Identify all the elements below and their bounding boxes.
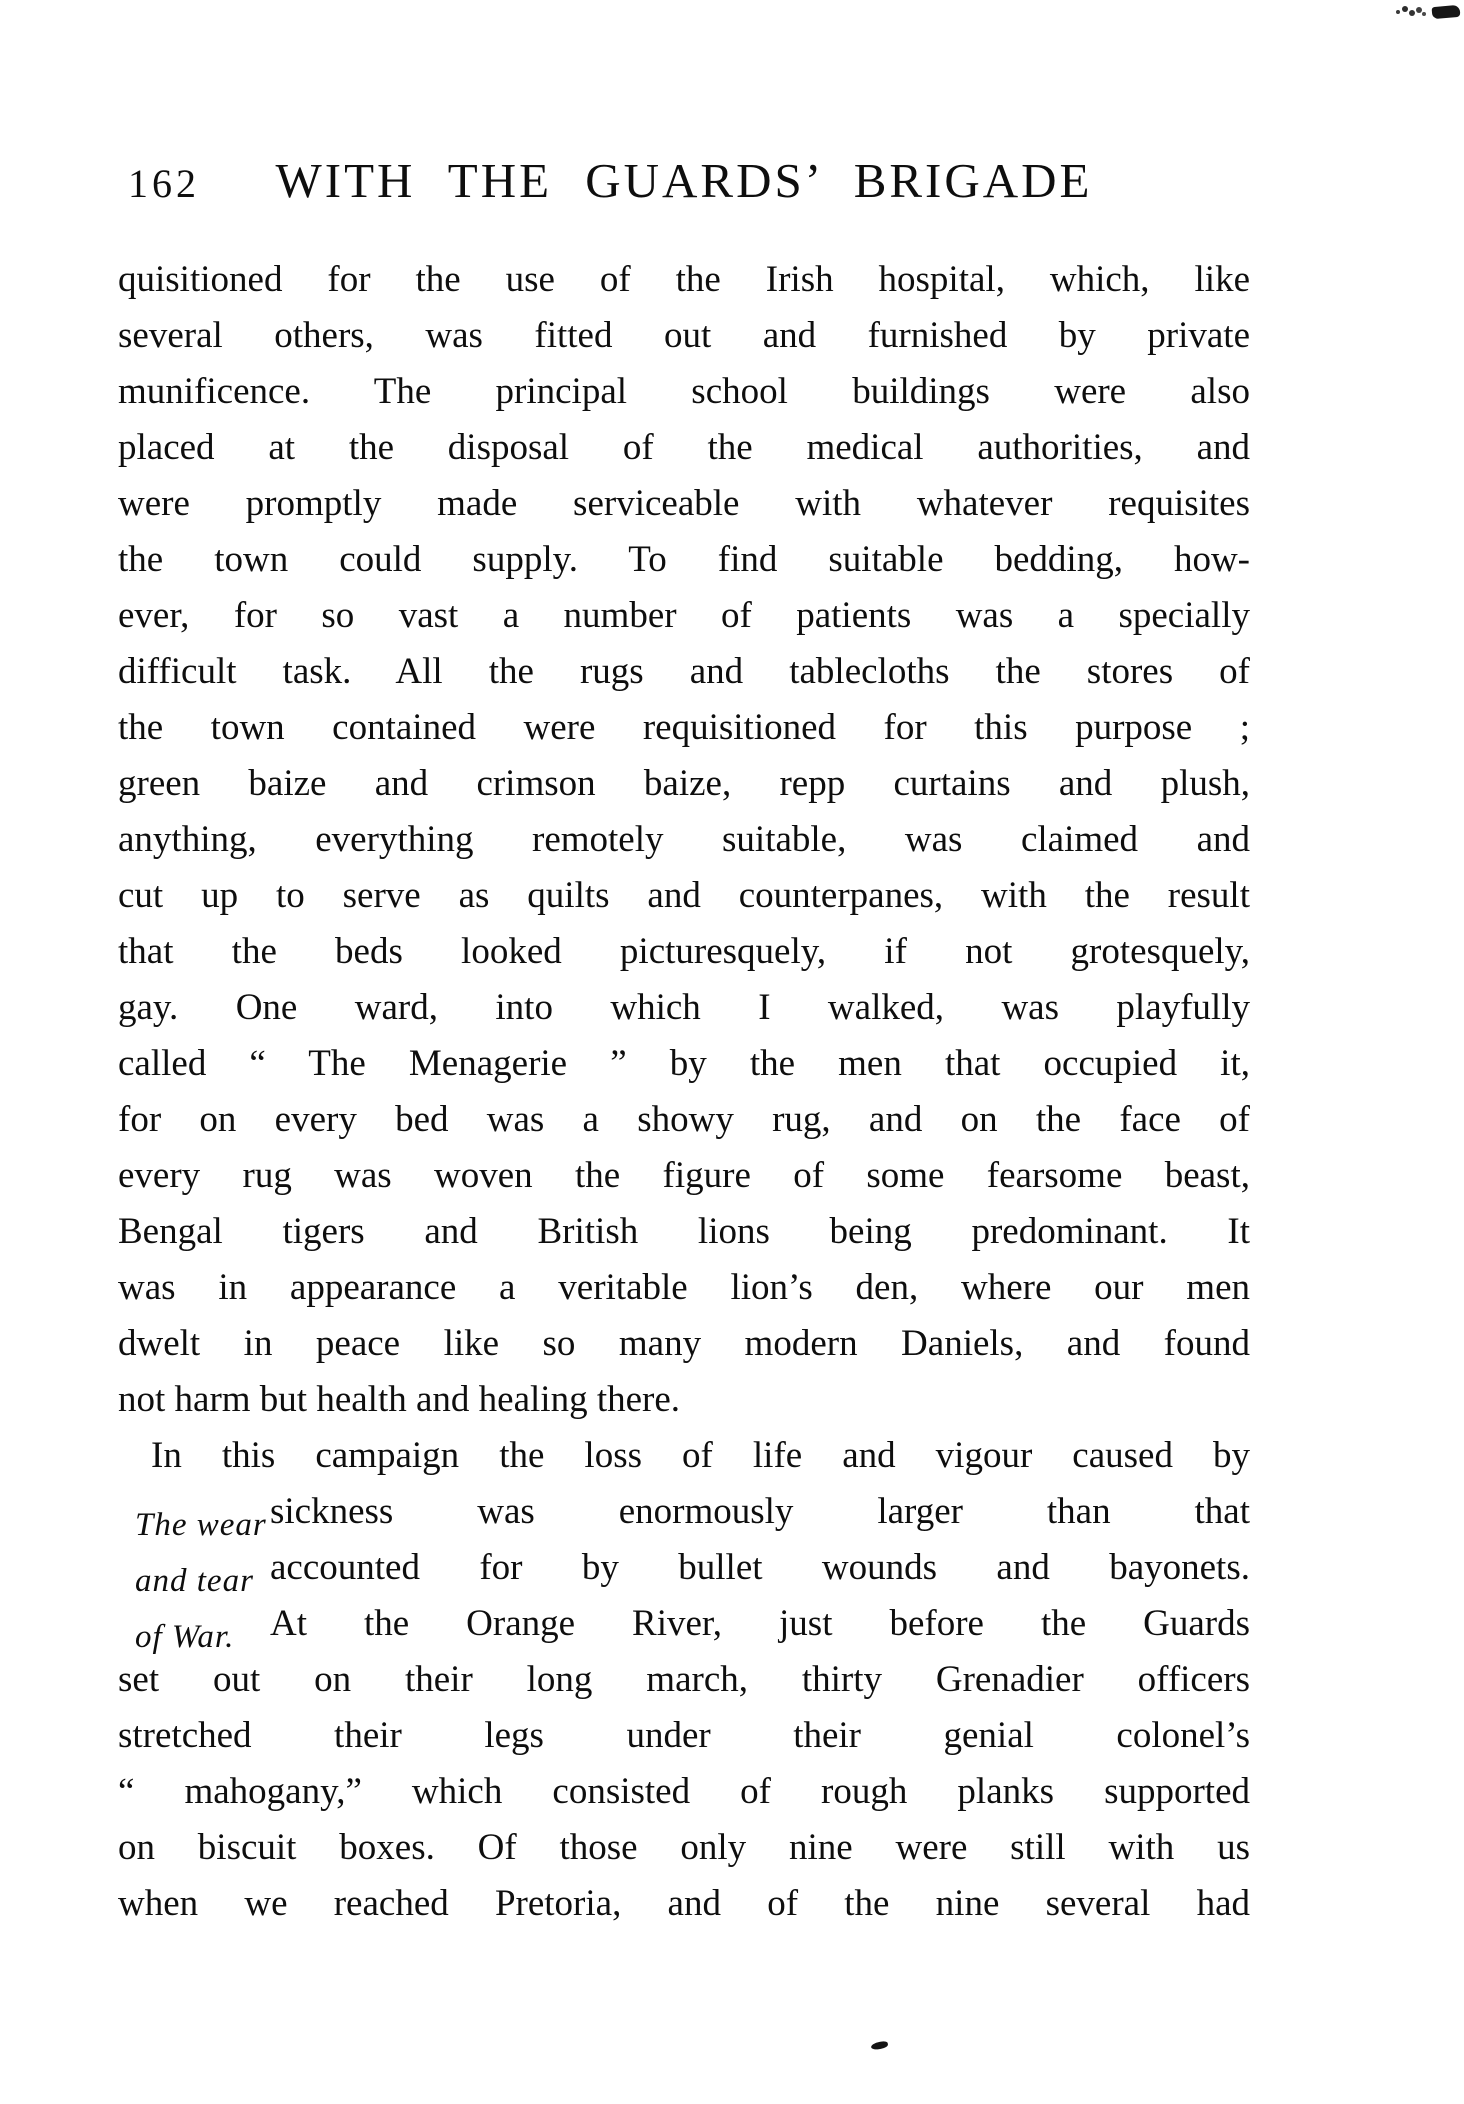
text-line: several others, was fitted out and furnished by private xyxy=(118,315,1250,356)
text-line: when we reached Pretoria, and of the nine several had xyxy=(118,1883,1250,1924)
text-line: on biscuit boxes. Of those only nine were still with us xyxy=(118,1827,1250,1868)
text-line: gay. One ward, into which I walked, was playfully xyxy=(118,987,1250,1028)
text-line: anything, everything remotely suitable, was claimed and xyxy=(118,819,1250,860)
page-number: 162 xyxy=(128,161,200,206)
text-line: difficult task. All the rugs and tablecloths the stores of xyxy=(118,651,1250,692)
text-line: munificence. The principal school buildings were also xyxy=(118,371,1250,412)
text-line: green baize and crimson baize, repp curtains and plush, xyxy=(118,763,1250,804)
text-line: the town could supply. To find suitable bedding, how- xyxy=(118,539,1250,580)
text-line: were promptly made serviceable with whatever requisites xyxy=(118,483,1250,524)
text-line: every rug was woven the figure of some fearsome beast, xyxy=(118,1155,1250,1196)
sidenote xyxy=(135,1497,267,1665)
text-line: placed at the disposal of the medical authorities, and xyxy=(118,427,1250,468)
sidenote-line: The wear xyxy=(135,1507,267,1543)
text-line: that the beds looked picturesquely, if not grotesquely, xyxy=(118,931,1250,972)
text-line: the town contained were requisitioned for this purpose ; xyxy=(118,707,1250,748)
text-line: for on every bed was a showy rug, and on the face of xyxy=(118,1099,1250,1140)
text-line: Bengal tigers and British lions being predominant. It xyxy=(118,1211,1250,1252)
ink-mark-bottom xyxy=(871,2041,889,2051)
text-line: set out on their long march, thirty Grenadier officers xyxy=(118,1659,1250,1700)
text-line: not harm but health and healing there. xyxy=(118,1379,681,1420)
text-line: At the Orange River, just before the Guards xyxy=(270,1603,1250,1644)
text-line: accounted for by bullet wounds and bayonets. xyxy=(270,1547,1250,1588)
text-line: “ mahogany,” which consisted of rough planks supported xyxy=(118,1771,1250,1812)
sidenote-line: and tear xyxy=(135,1563,254,1599)
sidenote-line: of War. xyxy=(135,1619,235,1655)
text-line: stretched their legs under their genial colonel’s xyxy=(118,1715,1250,1756)
text-line: was in appearance a veritable lion’s den, where our men xyxy=(118,1267,1250,1308)
page-header xyxy=(118,152,1250,210)
text-line: cut up to serve as quilts and counterpanes, with the result xyxy=(118,875,1250,916)
text-line: called “ The Menagerie ” by the men that occupied it, xyxy=(118,1043,1250,1084)
running-title: WITH THE GUARDS’ BRIGADE xyxy=(275,153,1093,208)
text-line: dwelt in peace like so many modern Daniels, and found xyxy=(118,1323,1250,1364)
text-line: quisitioned for the use of the Irish hospital, which, like xyxy=(118,259,1250,300)
text-line: In this campaign the loss of life and vigour caused by xyxy=(151,1435,1250,1476)
text-line: ever, for so vast a number of patients was a specially xyxy=(118,595,1250,636)
page-body xyxy=(118,252,1250,1932)
text-line: sickness was enormously larger than that xyxy=(270,1491,1250,1532)
ink-smudge-top-right xyxy=(1394,3,1462,21)
